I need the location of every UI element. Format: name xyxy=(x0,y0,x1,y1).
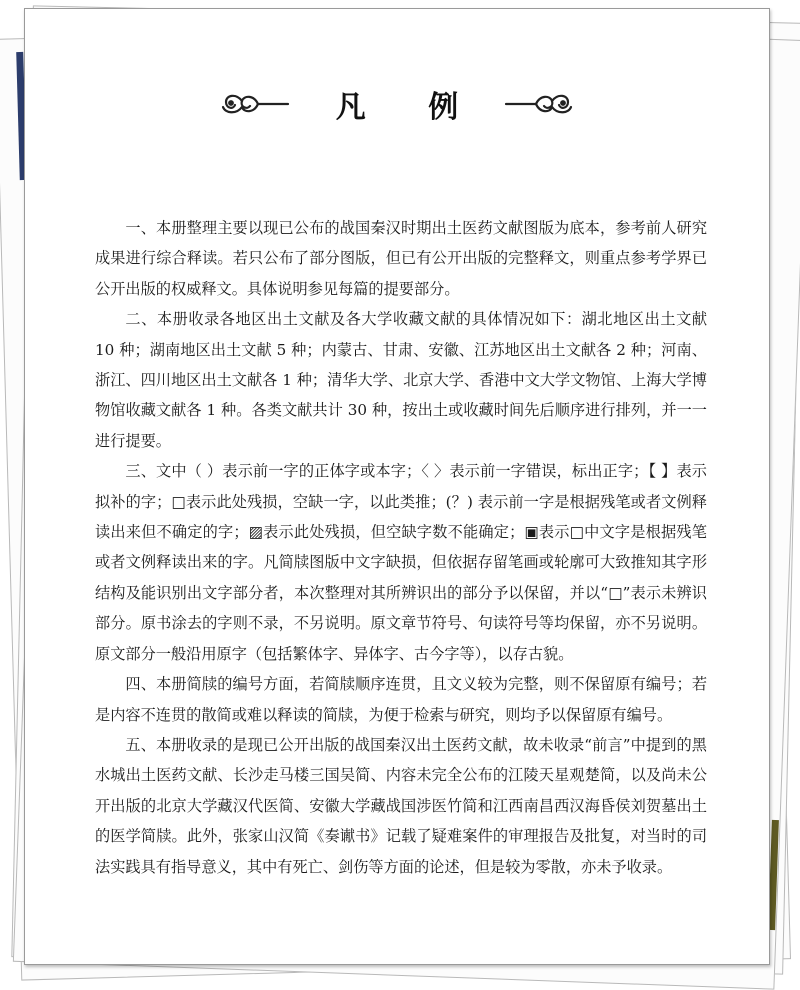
paragraph: 三、文中（ ）表示前一字的正体字或本字；〈 〉表示前一字错误，标出正字；【 】表示拟补的字；□表示此处残损，空缺一字，以此类推；(？) 表示前一字是根据残笔或者文例释读出来但不确定的字；▨表示此处残损，但空缺字数不能确定；▣表示□中文字是根据残笔或者文例释读出来的字。凡简牍图版中文字缺损，但依据存留笔画或轮廓可大致推知其字形结构及能识别出文字部分者，本次整理对其所辨识出的部分予以保留，并以“□”表示未辨识部分。原书涂去的字则不录，不另说明。原文章节符号、句读符号等均保留，亦不另说明。原文部分一般沿用原字（包括繁体字、异体字、古今字等），以存古貌。 xyxy=(95,462,707,663)
paragraph: 一、本册整理主要以现已公布的战国秦汉时期出土医药文献图版为底本，参考前人研究成果进行综合释读。若只公布了部分图版，但已有公开出版的完整释文，则重点参考学界已公开出版的权威释文。具体说明参见每篇的提要部分。 xyxy=(95,219,707,298)
cloud-ornament-right-icon xyxy=(502,89,576,119)
document-page xyxy=(24,8,770,965)
title-block xyxy=(25,79,769,129)
document-body xyxy=(95,213,707,882)
paragraph: 二、本册收录各地区出土文献及各大学收藏文献的具体情况如下：湖北地区出土文献 10 种；湖南地区出土文献 5 种；内蒙古、甘肃、安徽、江苏地区出土文献各 2 种；河南、浙江、四川地区出土文献各 1 种；清华大学、北京大学、香港中文大学文物馆、上海大学博物馆收藏文献各 1 种。各类文献共计 30 种，按出土或收藏时间先后顺序进行排列，并一一进行提要。 xyxy=(95,310,707,450)
page-title: 凡 例 xyxy=(335,90,485,125)
cloud-ornament-left-icon xyxy=(218,89,292,119)
paragraph: 四、本册简牍的编号方面，若简牍顺序连贯，且文义较为完整，则不保留原有编号；若是内容不连贯的散简或难以释读的简牍，为便于检索与研究，则均予以保留原有编号。 xyxy=(95,675,707,724)
paragraph: 五、本册收录的是现已公开出版的战国秦汉出土医药文献，故未收录“前言”中提到的黑水城出土医药文献、长沙走马楼三国吴简、内容未完全公布的江陵天星观楚简，以及尚未公开出版的北京大学藏汉代医简、安徽大学藏战国涉医竹简和江西南昌西汉海昏侯刘贺墓出土的医学简牍。此外，张家山汉简《奏谳书》记载了疑难案件的审理报告及批复，对当时的司法实践具有指导意义，其中有死亡、剑伤等方面的论述，但是较为零散，亦未予收录。 xyxy=(95,735,707,876)
